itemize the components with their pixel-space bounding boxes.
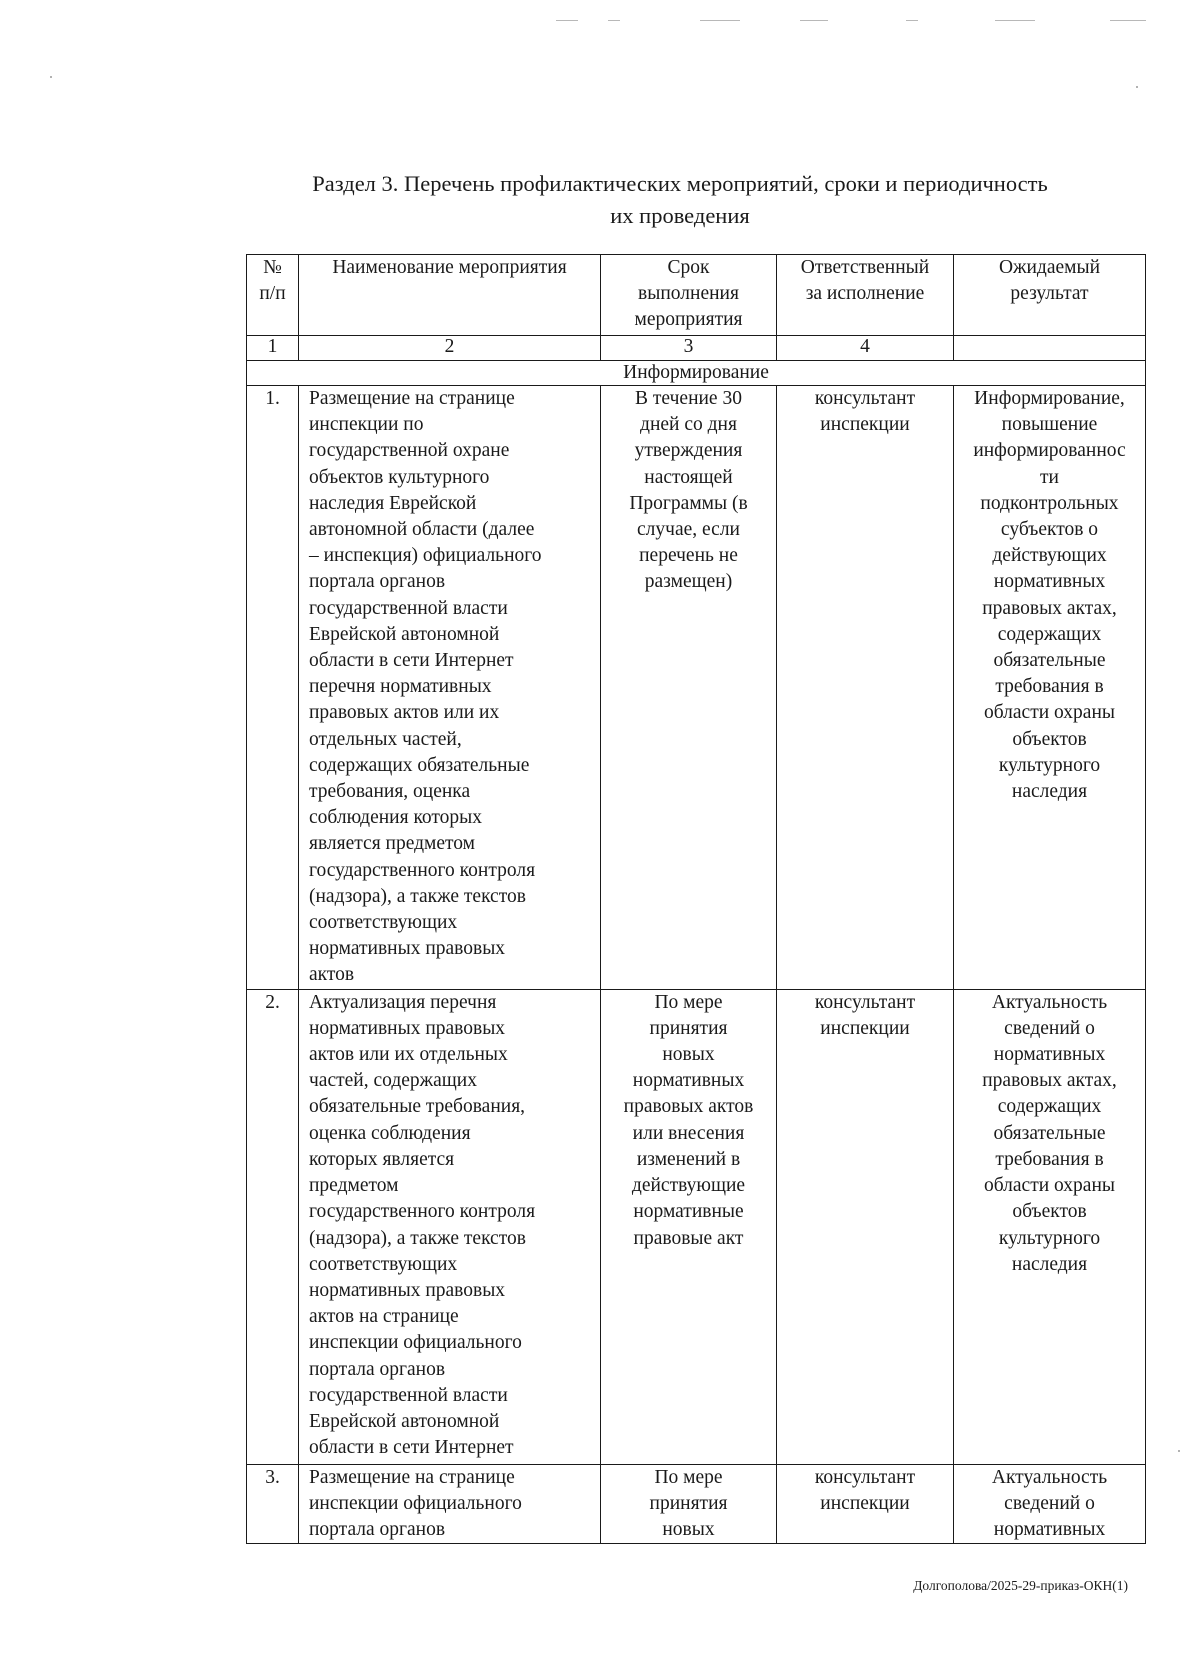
cell-line: государственной власти bbox=[309, 597, 508, 619]
cell-line: обязательные bbox=[993, 1122, 1106, 1144]
cell-line: правовых актов bbox=[623, 1096, 754, 1118]
cell-line: отдельных частей, bbox=[309, 728, 462, 750]
cell-line: портала органов bbox=[309, 1519, 446, 1541]
cell-line: (надзора), а также текстов bbox=[309, 885, 526, 907]
cell-line: соответствующих bbox=[309, 1253, 458, 1275]
scan-artifact bbox=[700, 20, 740, 21]
cell-line: предметом bbox=[309, 1175, 399, 1197]
cell-line: Актуализация перечня bbox=[309, 991, 497, 1013]
cell-line: информированнос bbox=[973, 440, 1126, 462]
cell-line: случае, если bbox=[637, 519, 740, 541]
activity-result bbox=[954, 386, 1146, 990]
activity-responsible bbox=[777, 1464, 954, 1544]
header-term: Срок выполнения мероприятия bbox=[601, 255, 777, 336]
scan-artifact bbox=[1136, 86, 1138, 88]
scan-artifact bbox=[906, 20, 918, 21]
cell-line: объектов культурного bbox=[309, 466, 490, 488]
activity-name bbox=[299, 989, 601, 1464]
header-name: Наименование мероприятия bbox=[299, 255, 601, 336]
header-responsible: Ответственный за исполнение bbox=[777, 255, 954, 336]
cell-line: нормативных правовых bbox=[309, 1017, 506, 1039]
cell-line: Размещение на странице bbox=[309, 1466, 515, 1488]
column-index-row bbox=[247, 336, 1146, 361]
cell-line: нормативных правовых bbox=[309, 938, 506, 960]
cell-line: В течение 30 bbox=[635, 388, 742, 409]
header-num: № п/п bbox=[247, 255, 299, 336]
cell-line: культурного bbox=[998, 1227, 1101, 1249]
cell-line: сведений о bbox=[1004, 1017, 1095, 1039]
cell-line: требования в bbox=[995, 1148, 1104, 1170]
cell-line: консультант bbox=[814, 1466, 916, 1488]
cell-line: портала органов bbox=[309, 1358, 446, 1380]
cell-line: нормативных правовых bbox=[309, 1279, 506, 1301]
cell-line: портала органов bbox=[309, 571, 446, 593]
cell-line: актов или их отдельных bbox=[309, 1044, 508, 1066]
cell-line: По мере bbox=[654, 1466, 723, 1488]
cell-line: государственной власти bbox=[309, 1384, 508, 1406]
cell-line: Еврейской автономной bbox=[309, 1410, 500, 1432]
column-index: 2 bbox=[299, 336, 601, 361]
cell-line: обязательные требования, bbox=[309, 1096, 526, 1118]
cell-line: наследия bbox=[1011, 1253, 1088, 1275]
cell-line: Размещение на странице bbox=[309, 388, 515, 409]
cell-line: обязательные bbox=[993, 650, 1106, 672]
column-index: 4 bbox=[777, 336, 954, 361]
cell-line: сведений о bbox=[1004, 1492, 1095, 1514]
cell-line: консультант bbox=[814, 388, 916, 409]
cell-line: Информирование, bbox=[974, 388, 1125, 409]
cell-line: государственного контроля bbox=[309, 1201, 536, 1223]
cell-line: объектов bbox=[1012, 728, 1087, 750]
section-title-line: Раздел 3. Перечень профилактических мероприятий, сроки и периодичность bbox=[312, 171, 1048, 196]
activity-result bbox=[954, 989, 1146, 1464]
cell-line: Актуальность bbox=[991, 1466, 1108, 1488]
cell-line: которых является bbox=[309, 1148, 455, 1170]
cell-line: культурного bbox=[998, 754, 1101, 776]
cell-line: принятия bbox=[649, 1492, 728, 1514]
cell-line: наследия bbox=[1011, 781, 1088, 803]
column-index bbox=[954, 336, 1146, 361]
table-row bbox=[247, 1464, 1146, 1544]
scan-artifact bbox=[608, 20, 620, 21]
column-index: 1 bbox=[247, 336, 299, 361]
cell-line: нормативных bbox=[993, 1044, 1106, 1066]
cell-line: объектов bbox=[1012, 1201, 1087, 1223]
cell-line: изменений в bbox=[636, 1148, 741, 1170]
cell-line: – инспекция) официального bbox=[309, 545, 542, 567]
cell-line: размещен) bbox=[644, 571, 733, 593]
cell-line: действующие bbox=[631, 1175, 746, 1197]
cell-line: перечень не bbox=[639, 545, 738, 567]
cell-line: нормативные bbox=[633, 1201, 744, 1223]
activity-name bbox=[299, 1464, 601, 1544]
cell-line: (надзора), а также текстов bbox=[309, 1227, 526, 1249]
scan-artifact bbox=[995, 20, 1035, 21]
cell-line: подконтрольных bbox=[980, 492, 1119, 514]
document-reference: Долгополова/2025-29-приказ-ОКН(1) bbox=[913, 1578, 1128, 1593]
cell-line: автономной области (далее bbox=[309, 519, 535, 541]
table-row bbox=[247, 386, 1146, 990]
activity-responsible bbox=[777, 386, 954, 990]
scan-artifact bbox=[50, 76, 52, 78]
cell-line: правовых актов или их bbox=[309, 702, 500, 724]
cell-line: государственного контроля bbox=[309, 859, 536, 881]
cell-line: инспекции официального bbox=[309, 1332, 522, 1354]
cell-line: соблюдения которых bbox=[309, 807, 483, 829]
cell-line: инспекции bbox=[820, 1017, 910, 1039]
cell-line: Актуальность bbox=[991, 991, 1108, 1013]
cell-line: инспекции bbox=[820, 414, 910, 436]
cell-line: требования, оценка bbox=[309, 781, 471, 803]
scan-artifact bbox=[1110, 20, 1146, 21]
cell-line: наследия Еврейской bbox=[309, 492, 477, 514]
cell-line: является предметом bbox=[309, 833, 476, 855]
activity-term bbox=[601, 386, 777, 990]
cell-line: области в сети Интернет bbox=[309, 650, 514, 672]
header-result: Ожидаемый результат bbox=[954, 255, 1146, 336]
table-header-row bbox=[247, 255, 1146, 336]
cell-line: области в сети Интернет bbox=[309, 1437, 514, 1459]
column-index: 3 bbox=[601, 336, 777, 361]
cell-line: области охраны bbox=[983, 1175, 1115, 1197]
row-number: 3. bbox=[247, 1464, 299, 1544]
cell-line: содержащих обязательные bbox=[309, 754, 530, 776]
cell-line: действующих bbox=[992, 545, 1107, 567]
cell-line: нормативных bbox=[993, 1519, 1106, 1541]
cell-line: принятия bbox=[649, 1017, 728, 1039]
scan-artifact bbox=[556, 20, 578, 21]
activity-responsible bbox=[777, 989, 954, 1464]
cell-line: Программы (в bbox=[629, 492, 748, 514]
cell-line: содержащих bbox=[997, 1096, 1102, 1118]
activity-name bbox=[299, 386, 601, 990]
cell-line: области охраны bbox=[983, 702, 1115, 724]
cell-line: новых bbox=[662, 1044, 715, 1066]
cell-line: инспекции официального bbox=[309, 1492, 522, 1514]
cell-line: перечня нормативных bbox=[309, 676, 492, 698]
cell-line: оценка соблюдения bbox=[309, 1122, 471, 1144]
cell-line: соответствующих bbox=[309, 912, 458, 934]
scan-artifact bbox=[1178, 1450, 1180, 1452]
activity-term bbox=[601, 989, 777, 1464]
section-heading: Информирование bbox=[247, 361, 1146, 386]
cell-line: консультант bbox=[814, 991, 916, 1013]
activity-term bbox=[601, 1464, 777, 1544]
cell-line: инспекции по bbox=[309, 414, 424, 436]
cell-line: правовые акт bbox=[633, 1227, 744, 1249]
section-row bbox=[247, 361, 1146, 386]
cell-line: актов bbox=[309, 964, 355, 986]
row-number: 2. bbox=[247, 989, 299, 1464]
cell-line: актов на странице bbox=[309, 1306, 459, 1328]
cell-line: нормативных bbox=[632, 1070, 745, 1092]
table-row bbox=[247, 989, 1146, 1464]
cell-line: субъектов о bbox=[1000, 519, 1099, 541]
cell-line: новых bbox=[662, 1519, 715, 1541]
scan-artifact bbox=[800, 20, 828, 21]
cell-line: правовых актах, bbox=[982, 1070, 1117, 1092]
cell-line: Еврейской автономной bbox=[309, 623, 500, 645]
row-number: 1. bbox=[247, 386, 299, 990]
cell-line: нормативных bbox=[993, 571, 1106, 593]
section-title-line: их проведения bbox=[610, 203, 750, 228]
cell-line: ти bbox=[1040, 466, 1059, 488]
activities-table bbox=[246, 254, 1146, 1544]
cell-line: инспекции bbox=[820, 1492, 910, 1514]
cell-line: правовых актах, bbox=[982, 597, 1117, 619]
cell-line: настоящей bbox=[644, 466, 733, 488]
cell-line: утверждения bbox=[634, 440, 743, 462]
cell-line: По мере bbox=[654, 991, 723, 1013]
cell-line: или внесения bbox=[632, 1122, 745, 1144]
cell-line: дней со дня bbox=[640, 414, 737, 436]
section-title bbox=[230, 168, 1130, 232]
cell-line: содержащих bbox=[997, 623, 1102, 645]
cell-line: повышение bbox=[1001, 414, 1098, 436]
activity-result bbox=[954, 1464, 1146, 1544]
cell-line: частей, содержащих bbox=[309, 1070, 477, 1092]
cell-line: требования в bbox=[995, 676, 1104, 698]
cell-line: государственной охране bbox=[309, 440, 510, 462]
